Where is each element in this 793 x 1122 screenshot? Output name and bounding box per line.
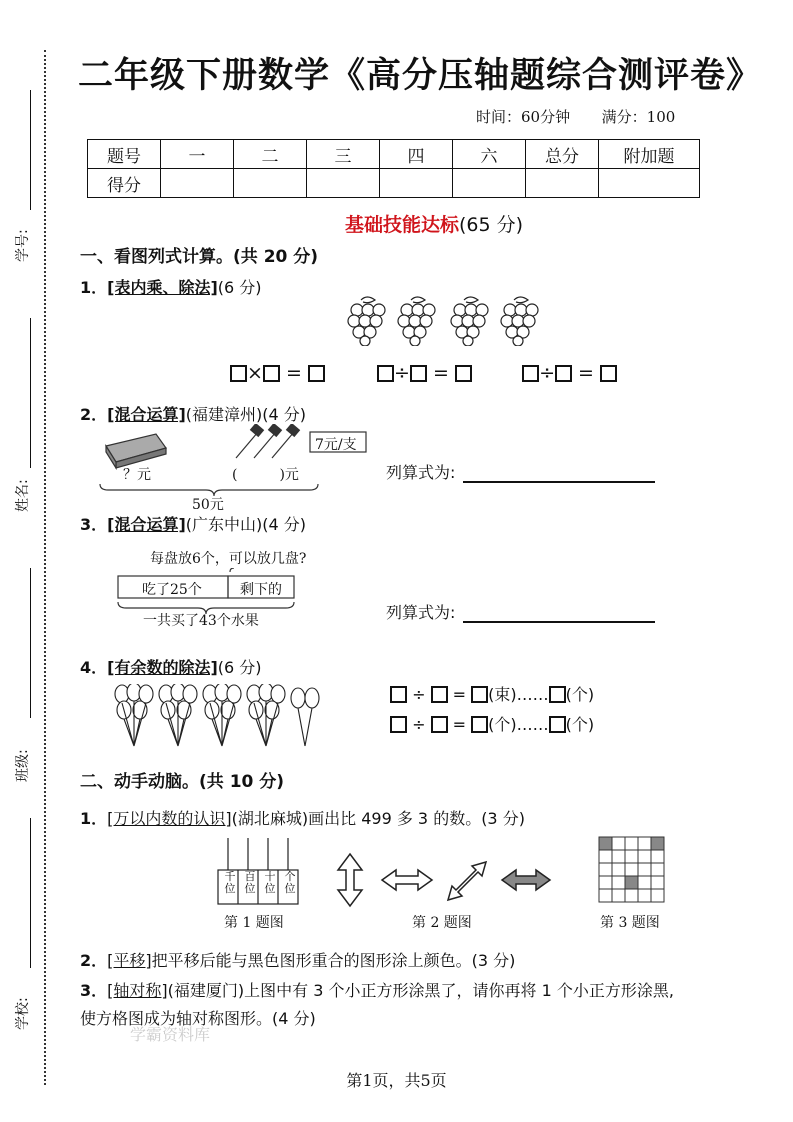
figure2-caption: 第 2 题图 <box>412 915 472 931</box>
total-fruit: 一共买了43个水果 <box>143 613 259 629</box>
answer-line[interactable] <box>463 603 655 623</box>
q3-question: 每盘放6个，可以放几盘? <box>150 551 307 567</box>
q-points: (6 分) <box>217 278 262 297</box>
exam-meta <box>476 106 675 127</box>
banner-points: (65 分) <box>459 214 524 236</box>
table-cell: 题号 <box>88 140 161 169</box>
q1-4-equation-2: ÷ = (个)…… (个) <box>390 712 594 735</box>
answer-line[interactable] <box>463 463 655 483</box>
q1-4-equation-1: ÷ = (束)…… (个) <box>390 682 594 705</box>
answer-box[interactable] <box>471 686 488 703</box>
table-row <box>88 140 700 169</box>
q-tag: [表内乘、除法] <box>107 278 218 297</box>
table-cell: 六 <box>453 140 526 169</box>
table-cell: 二 <box>234 140 307 169</box>
q-num: 1． <box>80 278 108 297</box>
q1-2-answer: 列算式为: <box>386 460 655 483</box>
page-title: 二年级下册数学《高分压轴题综合测评卷》 <box>78 56 763 96</box>
answer-box[interactable] <box>431 716 448 733</box>
time-limit: 时间：60分钟 <box>476 108 571 126</box>
answer-box[interactable] <box>600 365 617 382</box>
answer-box[interactable] <box>549 686 566 703</box>
answer-box[interactable] <box>410 365 427 382</box>
binding-line <box>30 818 31 968</box>
score-table <box>87 139 700 198</box>
q1-4-label: 4．[有余数的除法](6 分) <box>80 658 262 677</box>
part2-heading: 二、动手动脑。(共 10 分) <box>80 772 285 792</box>
answer-box[interactable] <box>555 365 572 382</box>
score-cell[interactable] <box>599 169 700 198</box>
q1-2-label: 2．[混合运算](福建漳州)(4 分) <box>80 405 307 424</box>
score-cell[interactable] <box>161 169 234 198</box>
binding-line <box>30 318 31 468</box>
diagonal-arrow-icon[interactable] <box>448 862 486 900</box>
vertical-arrow-icon[interactable] <box>338 854 362 906</box>
answer-box[interactable] <box>431 686 448 703</box>
balloons-image <box>112 684 327 752</box>
name-label: 姓名: <box>15 479 31 512</box>
binding-line <box>30 568 31 718</box>
square-grid[interactable] <box>598 836 668 906</box>
table-cell: 得分 <box>88 169 161 198</box>
answer-box[interactable] <box>263 365 280 382</box>
table-cell: 附加题 <box>599 140 700 169</box>
q1-3-label: 3．[混合运算](广东中山)(4 分) <box>80 515 307 534</box>
class-label: 班级: <box>15 749 31 782</box>
answer-box[interactable] <box>522 365 539 382</box>
horizontal-arrow-icon[interactable] <box>382 870 432 890</box>
answer-box[interactable] <box>390 686 407 703</box>
score-cell[interactable] <box>453 169 526 198</box>
answer-box[interactable] <box>471 716 488 733</box>
eaten-label: 吃了25个 <box>142 582 202 598</box>
banner-title: 基础技能达标 <box>345 214 460 236</box>
pen-price: 7元/支 <box>315 437 357 453</box>
table-cell: 总分 <box>526 140 599 169</box>
figure1-caption: 第 1 题图 <box>224 915 284 931</box>
q2-1-label: 1．[万以内数的认识](湖北麻城)画出比 499 多 3 的数。(3 分) <box>80 809 525 828</box>
total-money: 50元 <box>192 497 224 513</box>
answer-box[interactable] <box>390 716 407 733</box>
q1-equations: × = ÷ = ÷ = <box>230 362 617 384</box>
black-arrow-icon <box>502 870 550 890</box>
section-banner <box>345 210 523 237</box>
eraser-price: ？元 <box>123 467 151 483</box>
answer-box[interactable] <box>549 716 566 733</box>
part1-heading: 一、看图列式计算。(共 20 分) <box>80 247 319 267</box>
q1-3-answer: 列算式为: <box>386 600 655 623</box>
q2-3-text2: 使方格图成为轴对称图形。(4 分) <box>80 1009 316 1028</box>
score-cell[interactable] <box>380 169 453 198</box>
answer-box[interactable] <box>455 365 472 382</box>
figure3-caption: 第 3 题图 <box>600 915 660 931</box>
cut-line <box>44 50 46 1085</box>
q2-3-label: 3．[轴对称](福建厦门)上图中有 3 个小正方形涂黑了，请你再将 1 个小正方形涂黑, <box>80 981 674 1000</box>
table-cell: 一 <box>161 140 234 169</box>
score-cell[interactable] <box>307 169 380 198</box>
table-cell: 三 <box>307 140 380 169</box>
arrow-shapes <box>330 850 560 910</box>
full-score: 满分：100 <box>601 108 676 126</box>
answer-box[interactable] <box>308 365 325 382</box>
school-label: 学校: <box>15 997 31 1030</box>
student-id-label: 学号: <box>15 229 31 262</box>
abacus-labels: 千位 百位 十位 个位 <box>224 870 296 895</box>
score-cell[interactable] <box>526 169 599 198</box>
watermark: 学霸资料库 <box>130 1025 211 1044</box>
answer-box[interactable] <box>230 365 247 382</box>
q1-1-label <box>80 275 262 298</box>
table-row <box>88 169 700 198</box>
score-cell[interactable] <box>234 169 307 198</box>
grapes-image <box>345 294 545 346</box>
left-label: 剩下的 <box>240 582 282 598</box>
pens-price: ( )元 <box>232 467 299 483</box>
binding-line <box>30 90 31 210</box>
q2-2-label: 2．[平移]把平移后能与黑色图形重合的图形涂上颜色。(3 分) <box>80 951 516 970</box>
table-cell: 四 <box>380 140 453 169</box>
page-footer: 第1页，共5页 <box>346 1071 447 1090</box>
answer-box[interactable] <box>377 365 394 382</box>
